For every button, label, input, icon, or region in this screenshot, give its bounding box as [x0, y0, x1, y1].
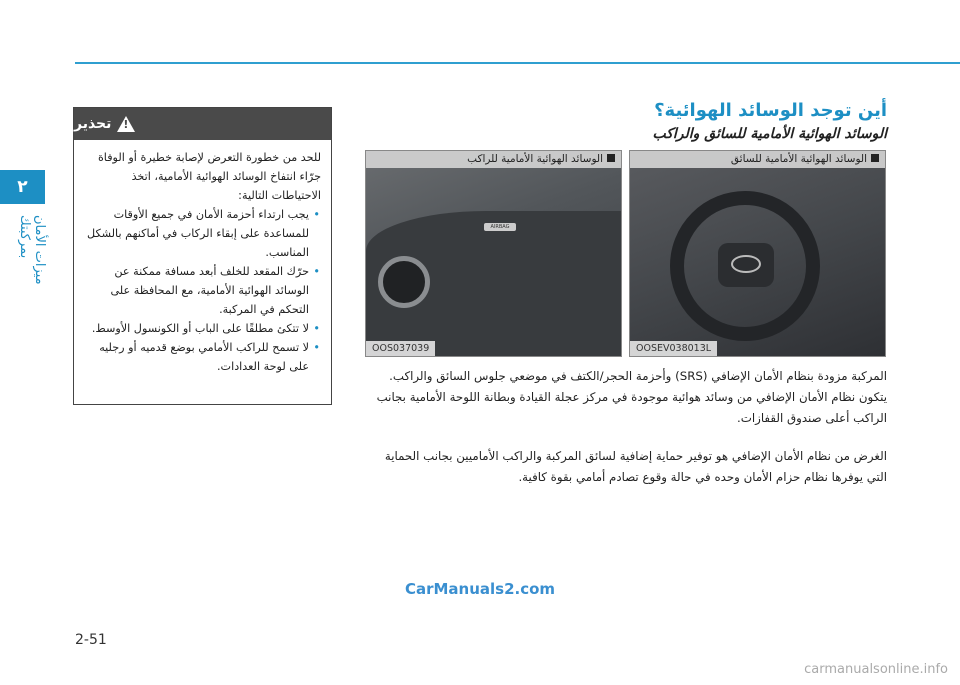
warning-item: • حرّك المقعد للخلف أبعد مسافة ممكنة عن الوسائد الهوائية الأمامية، مع المحافظة على التحكم في المركبة.: [82, 262, 309, 319]
warning-header: [74, 108, 331, 140]
warning-item: • يجب ارتداء أحزمة الأمان في جميع الأوقات للمساعدة على إبقاء الركاب في أماكنهم بالشكل المناسب.: [82, 205, 309, 262]
photo-caption-text: الوسائد الهوائية الأمامية للسائق: [730, 153, 867, 165]
watermark-link[interactable]: CarManuals2.com: [404, 580, 556, 598]
chapter-label: ميزات الأمان بمركبتك: [17, 215, 47, 285]
warning-title: تحذير: [74, 116, 112, 132]
warning-intro: للحد من خطورة التعرض لإصابة خطيرة أو الوفاة جرّاء انتفاخ الوسائد الهوائية الأمامية، اتخذ الاحتياطات التالية:: [97, 151, 321, 202]
warning-list: [82, 205, 321, 376]
photo-caption: [630, 151, 885, 168]
warning-icon: [117, 116, 135, 132]
brand-logo-icon: [731, 255, 761, 273]
footer-watermark: carmanualsonline.info: [804, 662, 948, 677]
warning-box: [73, 107, 332, 405]
body-paragraph-1: المركبة مزودة بنظام الأمان الإضافي (SRS) وأحزمة الحجر/الكتف في موضعي جلوس السائق والراكب. يتكون نظام الأمان الإضافي من وسائد هوائية موجودة في مركز عجلة القيادة وبطانة اللوحة الأمامية بجانب الراكب أعلى صندوق القفازات.: [376, 369, 887, 425]
photo-code: OOS037039: [366, 341, 435, 356]
driver-airbag-photo: [629, 150, 886, 357]
chapter-tab[interactable]: [0, 170, 45, 204]
airbag-label: AIRBAG: [484, 223, 516, 231]
chapter-number: ٢: [17, 177, 28, 197]
air-vent-icon: [378, 256, 430, 308]
page-number: 2-51: [75, 632, 107, 648]
photo-caption-text: الوسائد الهوائية الأمامية للراكب: [467, 153, 603, 165]
section-heading: أين توجد الوسائد الهوائية؟: [654, 100, 887, 121]
passenger-airbag-photo: [365, 150, 622, 357]
header-rule: [75, 62, 960, 64]
photo-code: OOSEV038013L: [630, 341, 717, 356]
bullet-square-icon: [871, 154, 879, 162]
warning-item: • لا تتكئ مطلقًا على الباب أو الكونسول الأوسط.: [82, 319, 309, 338]
warning-body: [74, 140, 331, 376]
section-subheading: الوسائد الهوائية الأمامية للسائق والراكب: [652, 126, 887, 142]
body-paragraph-2: الغرض من نظام الأمان الإضافي هو توفير حماية إضافية لسائق المركبة والراكب الأماميين بجانب الحماية التي يوفرها نظام حزام الأمان وحده في حالة وقوع تصادم أمامي بقوة كافية.: [384, 449, 887, 484]
bullet-square-icon: [607, 154, 615, 162]
warning-item: • لا تسمح للراكب الأمامي بوضع قدميه أو رجليه على لوحة العدادات.: [82, 338, 309, 376]
photo-caption: [366, 151, 621, 168]
